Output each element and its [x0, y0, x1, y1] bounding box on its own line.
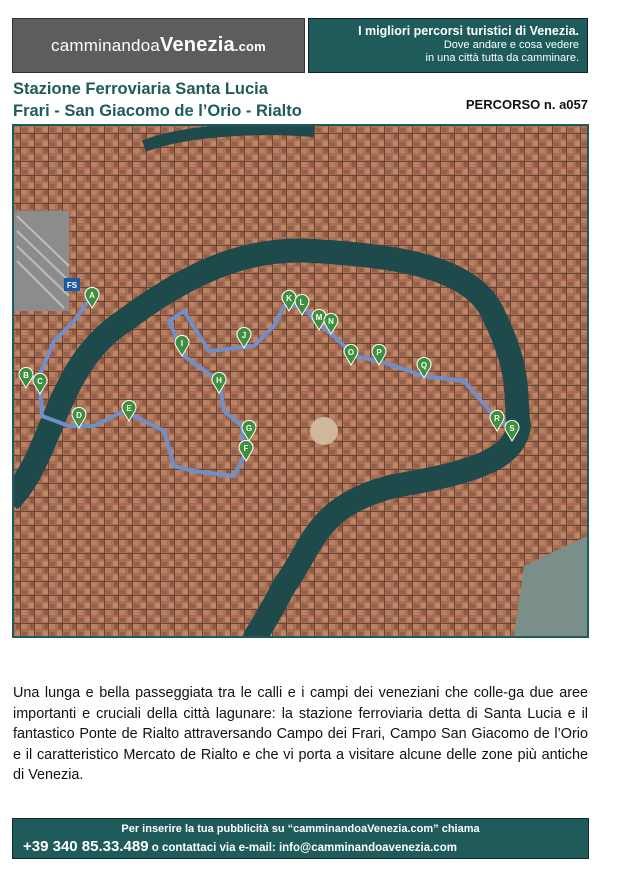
- pin-label: M: [315, 313, 323, 322]
- pin-label: P: [376, 348, 382, 357]
- route-title-line-2: Frari - San Giacomo de l’Orio - Rialto: [13, 102, 302, 120]
- railway-station: [14, 211, 69, 311]
- route-title-line-1: Stazione Ferroviaria Santa Lucia: [13, 80, 268, 98]
- pin-label: K: [286, 294, 292, 303]
- ad-footer: [12, 818, 589, 859]
- tagline-box: [308, 18, 588, 73]
- map-svg: [14, 126, 587, 636]
- pin-label: Q: [420, 361, 428, 370]
- pin-label: H: [216, 376, 222, 385]
- tagline-line-2: in una città tutta da camminare.: [425, 52, 579, 64]
- pin-label: D: [76, 411, 82, 420]
- route-description: Una lunga e bella passeggiata tra le calli e i campi dei veneziani che colle-ga due aree importanti e cruciali della città lagunare: la stazione ferroviaria detta di Santa Lucia e il fantastico Ponte de Rialto attraversando Campo dei Frari, Campo San Giacomo de l’Orio e il caratteristico Mercato de Rialto e che vi porta a visitare alcune delle zone più antiche di Venezia.: [13, 685, 588, 783]
- route-map[interactable]: [12, 124, 589, 638]
- footer-line-2: +39 340 85.33.489 o contattaci via e-mail: info@camminandoavenezia.com: [23, 838, 457, 855]
- footer-email[interactable]: info@camminandoavenezia.com: [278, 842, 457, 854]
- pin-label: R: [494, 414, 500, 423]
- pin-label: F: [243, 444, 249, 453]
- tagline-line-1: Dove andare e cosa vedere: [443, 39, 579, 51]
- station-badge-text: FS: [66, 281, 78, 290]
- pin-label: G: [245, 424, 253, 433]
- pin-label: C: [37, 377, 43, 386]
- pin-label: L: [299, 298, 305, 307]
- footer-line-1: Per inserire la tua pubblicità su “camminandoaVenezia.com” chiama: [121, 823, 480, 835]
- pin-label: O: [347, 348, 355, 357]
- tagline-title: I migliori percorsi turistici di Venezia.: [358, 24, 579, 38]
- pin-label: J: [241, 331, 247, 340]
- route-title: [13, 78, 302, 122]
- logo-text: camminandoaVenezia.com: [51, 34, 266, 56]
- campo-square: [310, 417, 338, 445]
- pin-label: A: [89, 291, 95, 300]
- pin-label: S: [509, 424, 515, 433]
- pin-label: B: [23, 371, 29, 380]
- footer-phone[interactable]: +39 340 85.33.489: [23, 838, 149, 855]
- pin-label: E: [126, 404, 132, 413]
- site-logo[interactable]: [12, 18, 305, 73]
- pin-label: N: [328, 317, 334, 326]
- pin-label: I: [180, 339, 184, 348]
- route-number: PERCORSO n. a057: [465, 97, 588, 112]
- station-badge[interactable]: [64, 278, 80, 291]
